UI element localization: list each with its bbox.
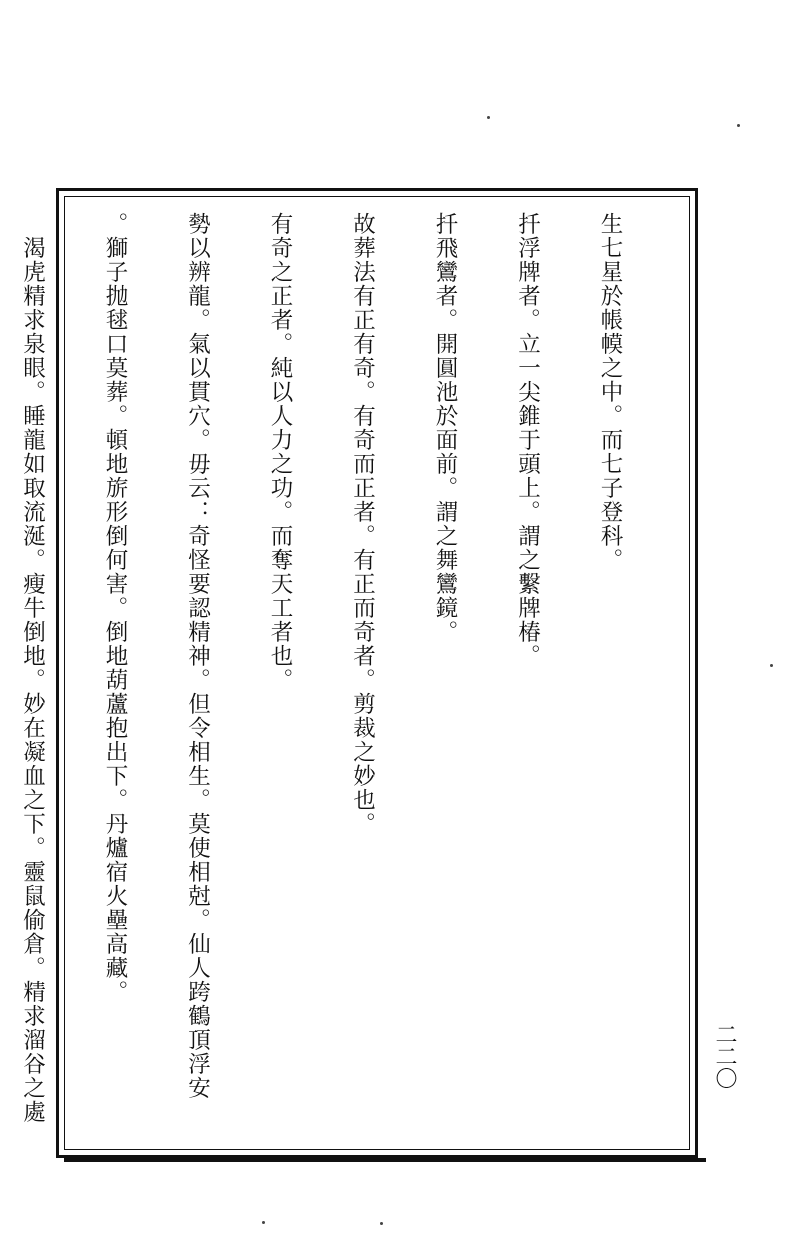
text-column: 生七星於帳幙之中。而七子登科。 [597, 212, 623, 572]
scan-speck [737, 124, 740, 127]
text-column: 扦飛鸞者。開圓池於面前。謂之舞鸞鏡。 [432, 212, 458, 644]
page-number: 二二〇 [712, 1023, 737, 1089]
vertical-text-body [19, 212, 678, 1142]
scan-speck [770, 664, 773, 667]
text-column: 故葬法有正有奇。有奇而正者。有正而奇者。剪裁之妙也。 [349, 212, 376, 836]
text-column: 有奇之正者。純以人力之功。而奪天工者也。 [267, 212, 293, 692]
scan-speck [380, 1222, 383, 1225]
scan-speck [262, 1221, 265, 1224]
scan-speck [487, 116, 490, 119]
text-column: 。獅子抛毬口莫葬。頓地旂形倒何害。倒地葫蘆抱出下。丹爐宿火壘高藏。 [102, 212, 128, 1004]
page-border-shadow [64, 1158, 706, 1162]
text-column: 渴虎精求泉眼。睡龍如取流涎。瘦牛倒地。妙在凝血之下。靈鼠偷倉。精求溜谷之處 [19, 212, 46, 1124]
text-column: 勢以辨龍。氣以貫穴。毋云：奇怪要認精神。但令相生。莫使相尅。仙人跨鶴頂浮安 [184, 212, 211, 1100]
text-column: 扦浮牌者。立一尖錐于頭上。謂之繫牌椿。 [514, 212, 541, 668]
